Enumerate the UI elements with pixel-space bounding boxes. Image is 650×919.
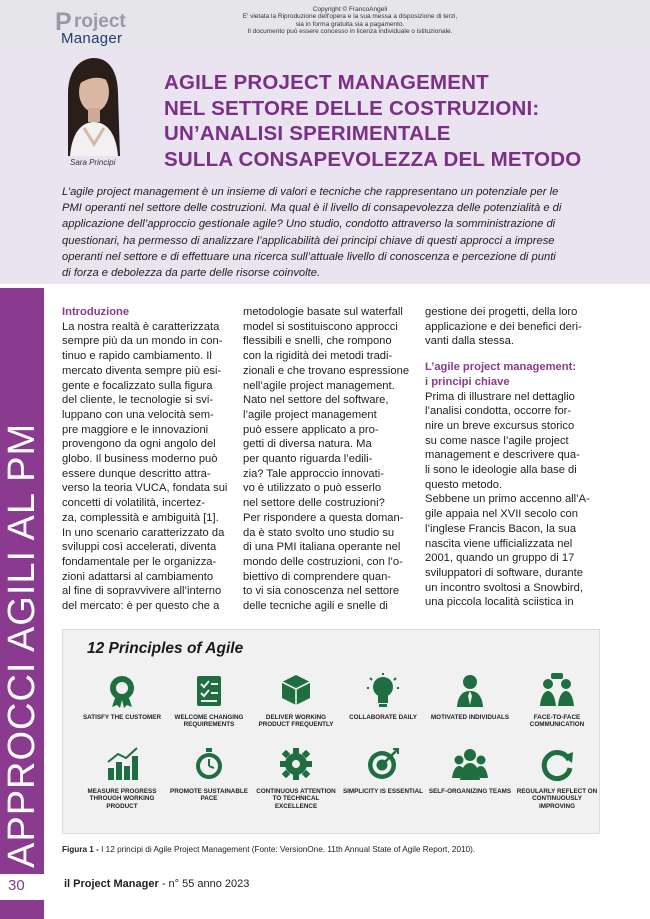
title-line: NEL SETTORE DELLE COSTRUZIONI: — [164, 96, 540, 120]
text-line: Nato nel settore del software, — [243, 394, 389, 407]
text-line: vo è utilizzato o può esserlo — [243, 482, 382, 495]
principle-item — [340, 672, 426, 721]
text-line: con la rigidità dei metodi tradi- — [243, 350, 393, 363]
principle-item — [427, 672, 513, 721]
bar-chart-icon — [104, 746, 140, 782]
text-line: zionali e che trovano espressione — [243, 364, 410, 377]
agile-principles-figure — [62, 629, 600, 834]
logo-word-manager: Manager — [61, 30, 123, 47]
principle-label: SIMPLICITY IS ESSENTIAL — [342, 788, 423, 795]
footer-magazine-name: il Project Manager — [64, 878, 159, 890]
section-heading-introduzione: Introduzione — [62, 306, 130, 318]
figure-caption — [62, 845, 475, 854]
text-line: mercato diventa sempre più esi- — [62, 364, 222, 377]
title-line: AGILE PROJECT MANAGEMENT — [164, 71, 489, 94]
author-photo — [46, 54, 136, 156]
principle-label: REGULARLY REFLECT ON CONTINUOUSLY IMPROVING — [516, 788, 598, 810]
author-portrait — [46, 54, 136, 156]
principle-item — [427, 746, 513, 795]
lead-line: operanti nel settore e di effettuare una ricerca sull’attuale livello di conoscenza e percezione di punti — [62, 250, 556, 263]
magazine-logo — [55, 8, 143, 46]
text-line: nel settore delle costruzioni? — [243, 497, 385, 510]
text-line: La nostra realtà è caratterizzata — [62, 320, 220, 333]
text-column-3 — [425, 305, 593, 610]
principle-item — [166, 672, 252, 729]
principle-label: COLLABORATE DAILY — [349, 714, 417, 721]
text-line: su come nasce l’agile project — [425, 434, 569, 447]
principle-item — [340, 746, 426, 795]
text-line: per quanto riguarda l’edili- — [243, 453, 373, 466]
text-line: del cliente, le tecnologie si svi- — [62, 394, 214, 407]
lead-line: PMI operanti nel settore delle costruzioni. Ma qual è il livello di consapevolezza delle potenzialità e di — [62, 202, 562, 215]
text-line: zia? Tale approccio innovati- — [243, 467, 384, 480]
page-number: 30 — [8, 877, 25, 894]
refresh-icon — [539, 746, 575, 782]
text-line: Prima di illustrare nel dettaglio — [425, 390, 575, 403]
text-line: zioni adattarsi al cambiamento — [62, 570, 214, 583]
text-line: tinuo e rapido cambiamento. Il — [62, 350, 212, 363]
text-line: l’inglese Francis Bacon, la sua — [425, 522, 577, 535]
copyright-line: E' vietata la Riproduzione dell'opera e la sua messa a disposizione di terzi, — [242, 13, 458, 21]
principle-label: SATISFY THE CUSTOMER — [82, 714, 162, 721]
text-line: l’analisi condotta, occorre for- — [425, 405, 572, 418]
article-title — [164, 70, 604, 172]
team-icon — [452, 746, 488, 782]
principle-item — [166, 746, 252, 803]
text-line: applicazione e dei benefici deri- — [425, 320, 582, 333]
section-heading-line: L’agile project management: — [425, 361, 577, 374]
lead-line: questionari, ha permesso di analizzare l’applicabilità dei principi chiave di questi approcci a imprese — [62, 234, 555, 247]
text-line: pre maggiore e le innovazioni — [62, 423, 209, 436]
principle-label: PROMOTE SUSTAINABLE PACE — [170, 788, 248, 803]
text-line: sempre più da un mondo in con- — [62, 335, 223, 348]
text-line: nascita viene ufficializzata nel — [425, 537, 573, 550]
text-line: nire un breve excursus storico — [425, 419, 575, 432]
column-2-body — [243, 305, 411, 614]
gear-icon — [278, 746, 314, 782]
stopwatch-icon — [191, 746, 227, 782]
principle-label: FACE-TO-FACE COMMUNICATION — [529, 714, 585, 729]
principle-label: SELF-ORGANIZING TEAMS — [428, 788, 512, 795]
text-line: concetti di volatilità, incertez- — [62, 497, 206, 510]
logo-word-roject: roject — [74, 11, 126, 32]
principle-item — [514, 746, 600, 810]
page-footer — [64, 878, 249, 890]
text-line: del mercato: è per questo che a — [62, 600, 220, 613]
principle-item — [79, 672, 165, 721]
text-line: sviluppatori di software, durante — [425, 566, 583, 579]
principle-item — [514, 672, 600, 729]
copyright-notice — [200, 6, 500, 36]
text-line: provengono da ogni angolo del — [62, 438, 216, 451]
text-line: gestione dei progetti, della loro — [425, 306, 578, 318]
text-line: vanti dalla stessa. — [425, 335, 514, 348]
text-line: un incontro svoltosi a Snowbird, — [425, 581, 583, 594]
lead-line: di forza e debolezza da parte delle risorse coinvolte. — [62, 267, 321, 280]
text-column-1 — [62, 305, 230, 614]
title-line: SULLA CONSAPEVOLEZZA DEL METODO — [164, 147, 582, 171]
text-line: flessibili e snelli, che rompono — [243, 335, 392, 348]
text-line: li sono le ideologie alla base di — [425, 464, 577, 477]
box-icon — [278, 672, 314, 708]
lightbulb-icon — [365, 672, 401, 708]
text-column-2 — [243, 305, 411, 614]
text-line: Sebbene un primo accenno all’A- — [425, 493, 590, 506]
text-line: luppano con una velocità sem- — [62, 408, 214, 421]
lead-line: applicazione dell’approccio gestionale agile? Uno studio, condotto attraverso la somministrazione di — [62, 218, 556, 231]
principle-label: DELIVER WORKING PRODUCT FREQUENTLY — [258, 714, 334, 729]
text-line: gente e focalizzato sulla figura — [62, 379, 213, 392]
text-line: sviluppi così accelerati, diventa — [62, 541, 217, 554]
text-line: l’agile project management — [243, 408, 377, 421]
principle-item — [253, 746, 339, 810]
figure-caption-label: Figura 1 - — [62, 845, 99, 854]
footer-issue: - n° 55 anno 2023 — [158, 878, 250, 890]
checklist-icon — [191, 672, 227, 708]
text-line: nell’agile project management. — [243, 379, 395, 392]
text-line: una piccola località sciistica in — [425, 596, 574, 609]
copyright-line: Il documento può essere concesso in licenza individuale o istituzionale. — [247, 28, 453, 36]
logo-letter-p: P — [55, 8, 72, 36]
award-icon — [104, 672, 140, 708]
text-line: può essere applicato a pro- — [243, 423, 379, 436]
text-line: verso la teoria VUCA, fondata sui — [62, 482, 228, 495]
person-icon — [452, 672, 488, 708]
lead-line: L’agile project management è un insieme di valori e tecniche che rappresentano un potenziale per le — [62, 186, 559, 198]
text-line: globo. Il business moderno può — [62, 453, 218, 466]
text-line: da è stato svolto uno studio su — [243, 526, 395, 539]
text-line: al fine di sopravvivere all’interno — [62, 585, 222, 598]
copyright-line: sia in forma gratuita sia a pagamento. — [295, 20, 405, 28]
figure-title: 12 Principles of Agile — [87, 640, 244, 657]
section-heading-principi — [425, 360, 593, 389]
text-line: za, complessità e ambiguità [1]. — [62, 511, 219, 524]
text-line: biettivo di comprendere quan- — [243, 570, 392, 583]
text-line: di una PMI italiana operante nel — [243, 541, 401, 554]
section-vertical-title: APPROCCI AGILI AL PM — [1, 422, 43, 868]
copyright-line: Copyright © FrancoAngeli — [312, 6, 388, 13]
text-line: Per rispondere a questa doman- — [243, 511, 404, 524]
author-name: Sara Principi — [70, 158, 116, 167]
text-line: In uno scenario caratterizzato da — [62, 526, 225, 539]
text-line: management e descrivere qua- — [425, 449, 580, 462]
text-line: metodologie basate sul waterfall — [243, 306, 403, 318]
column-3-body-bottom — [425, 390, 593, 611]
text-line: fondamentale per le organizza- — [62, 555, 217, 568]
conversation-icon — [539, 672, 575, 708]
text-line: delle tecniche agili e snelle di — [243, 600, 388, 613]
article-lead — [62, 184, 602, 281]
column-1-body — [62, 320, 230, 614]
principle-label: CONTINUOUS ATTENTION TO TECHNICAL EXCELLENCE — [256, 788, 336, 810]
text-line: questo metodo. — [425, 478, 503, 491]
principle-label: WELCOME CHANGING REQUIREMENTS — [174, 714, 244, 729]
text-line: essere dunque descritto attra- — [62, 467, 211, 480]
principle-item — [253, 672, 339, 729]
target-icon — [365, 746, 401, 782]
principle-item — [79, 746, 165, 810]
figure-caption-text: I 12 principi di Agile Project Management (Fonte: VersionOne. 11th Annual State of Agile Report, 2010). — [98, 845, 476, 854]
principle-label: MEASURE PROGRESS THROUGH WORKING PRODUCT — [87, 788, 157, 810]
title-line: UN’ANALISI SPERIMENTALE — [164, 122, 451, 145]
text-line: gile appaia nel XVII secolo con — [425, 508, 578, 521]
column-3-body-top — [425, 305, 593, 349]
text-line: mondo delle costruzioni, con l’o- — [243, 555, 403, 568]
principle-label: MOTIVATED INDIVIDUALS — [430, 714, 510, 721]
text-line: model si sostituiscono approcci — [243, 320, 398, 333]
text-line: 2001, quando un gruppo di 17 — [425, 552, 575, 565]
section-heading-line: i principi chiave — [425, 375, 510, 388]
text-line: getti di diversa natura. Ma — [243, 438, 372, 451]
text-line: to vi sia conoscenza nel settore — [243, 585, 400, 598]
